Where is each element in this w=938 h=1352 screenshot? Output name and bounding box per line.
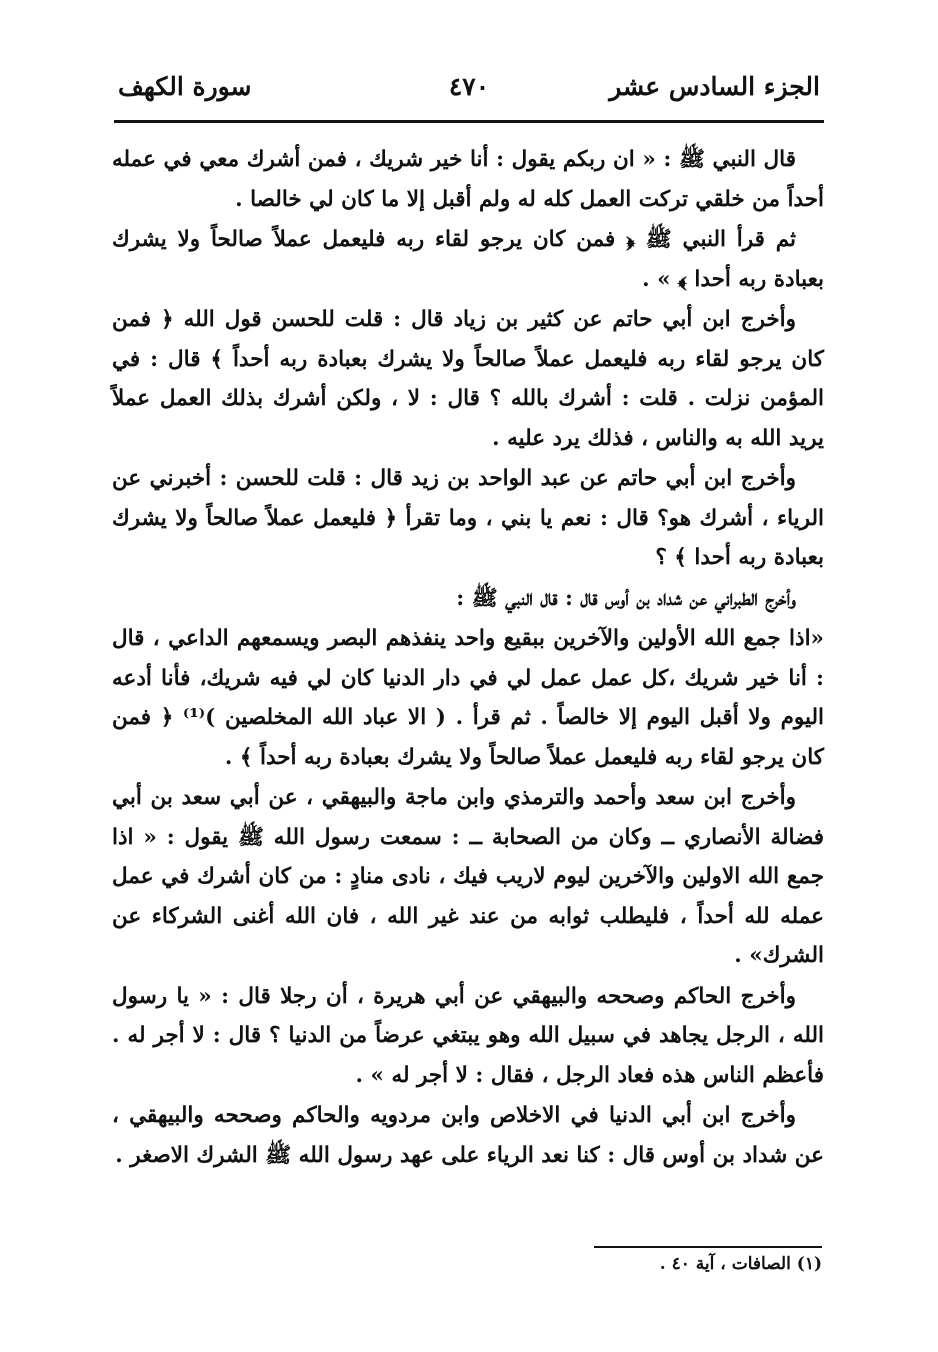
- page-body: [112, 140, 824, 1176]
- paragraph: ثم قرأ النبي ﷺ ﴿ فمن كان يرجو لقاء ربه فليعمل عملاً صالحاً ولا يشرك بعبادة ربه أحدا ﴾ » .: [112, 227, 824, 292]
- paragraph: وأخرج ابن أبي حاتم عن كثير بن زياد قال : قلت للحسن قول الله ﴿ فمن كان يرجو لقاء ربه فليعمل عملاً صالحاً ولا يشرك بعبادة ربه أحداً ﴾ قال : في المؤمن نزلت . قلت : أشرك بالله ؟ قال : لا ، ولكن أشرك بذلك العمل عملاً يريد الله به والناس ، فذلك يرد عليه .: [112, 307, 824, 451]
- page-number: ٤٧٠: [448, 72, 490, 101]
- part-title: الجزء السادس عشر: [609, 72, 820, 101]
- page-header: [118, 68, 820, 108]
- paragraph: وأخرج الطبراني عن شداد بن أوس قال : قال النبي ﷺ :: [456, 585, 796, 611]
- footnote: (١) الصافات ، آية ٤٠ .: [659, 1254, 822, 1274]
- footnote-divider: [594, 1246, 822, 1248]
- paragraph: وأخرج ابن أبي الدنيا في الاخلاص وابن مردويه والحاكم وصححه والبيهقي ، عن شداد بن أوس قال : كنا نعد الرياء على عهد رسول الله ﷺ الشرك الاصغر .: [112, 1103, 824, 1168]
- paragraph: وأخرج ابن سعد وأحمد والترمذي وابن ماجة والبيهقي ، عن أبي سعد بن أبي فضالة الأنصاري ــ وكان من الصحابة ــ : سمعت رسول الله ﷺ يقول : « اذا جمع الله الاولين والآخرين ليوم لاريب فيك ، نادى منادٍ : من كان أشرك في عمل عمله لله أحداً ، فليطلب ثوابه من عند غير الله ، فان الله أغنى الشركاء عن الشرك» .: [112, 785, 824, 968]
- paragraph: وأخرج ابن أبي حاتم عن عبد الواحد بن زيد قال : قلت للحسن : أخبرني عن الرياء ، أشرك هو؟ قال : نعم يا بني ، وما تقرأ ﴿ فليعمل عملاً صالحاً ولا يشرك بعبادة ربه أحدا ﴾ ؟: [112, 466, 824, 570]
- header-divider: [114, 120, 824, 123]
- surah-title: سورة الكهف: [118, 72, 252, 101]
- paragraph: قال النبي ﷺ : « ان ربكم يقول : أنا خير شريك ، فمن أشرك معي في عمله أحداً من خلقي تركت العمل كله له ولم أقبل إلا ما كان لي خالصا .: [112, 147, 824, 212]
- paragraph: «اذا جمع الله الأولين والآخرين ببقيع واحد ينفذهم البصر ويسمعهم الداعي ، قال : أنا خير شريك ،كل عمل عمل لي في دار الدنيا كان لي فيه شريك، فأنا أدعه اليوم ولا أقبل اليوم إلا خالصاً . ثم قرأ . ( الا عباد الله المخلصين )⁽¹⁾ ﴿ فمن كان يرجو لقاء ربه فليعمل عملاً صالحاً ولا يشرك بعبادة ربه أحداً ﴾ .: [112, 626, 825, 770]
- paragraph: وأخرج الحاكم وصححه والبيهقي عن أبي هريرة ، أن رجلا قال : « يا رسول الله ، الرجل يجاهد في سبيل الله وهو يبتغي عرضاً من الدنيا ؟ قال : لا أجر له . فأعظم الناس هذه فعاد الرجل ، فقال : لا أجر له » .: [112, 983, 824, 1088]
